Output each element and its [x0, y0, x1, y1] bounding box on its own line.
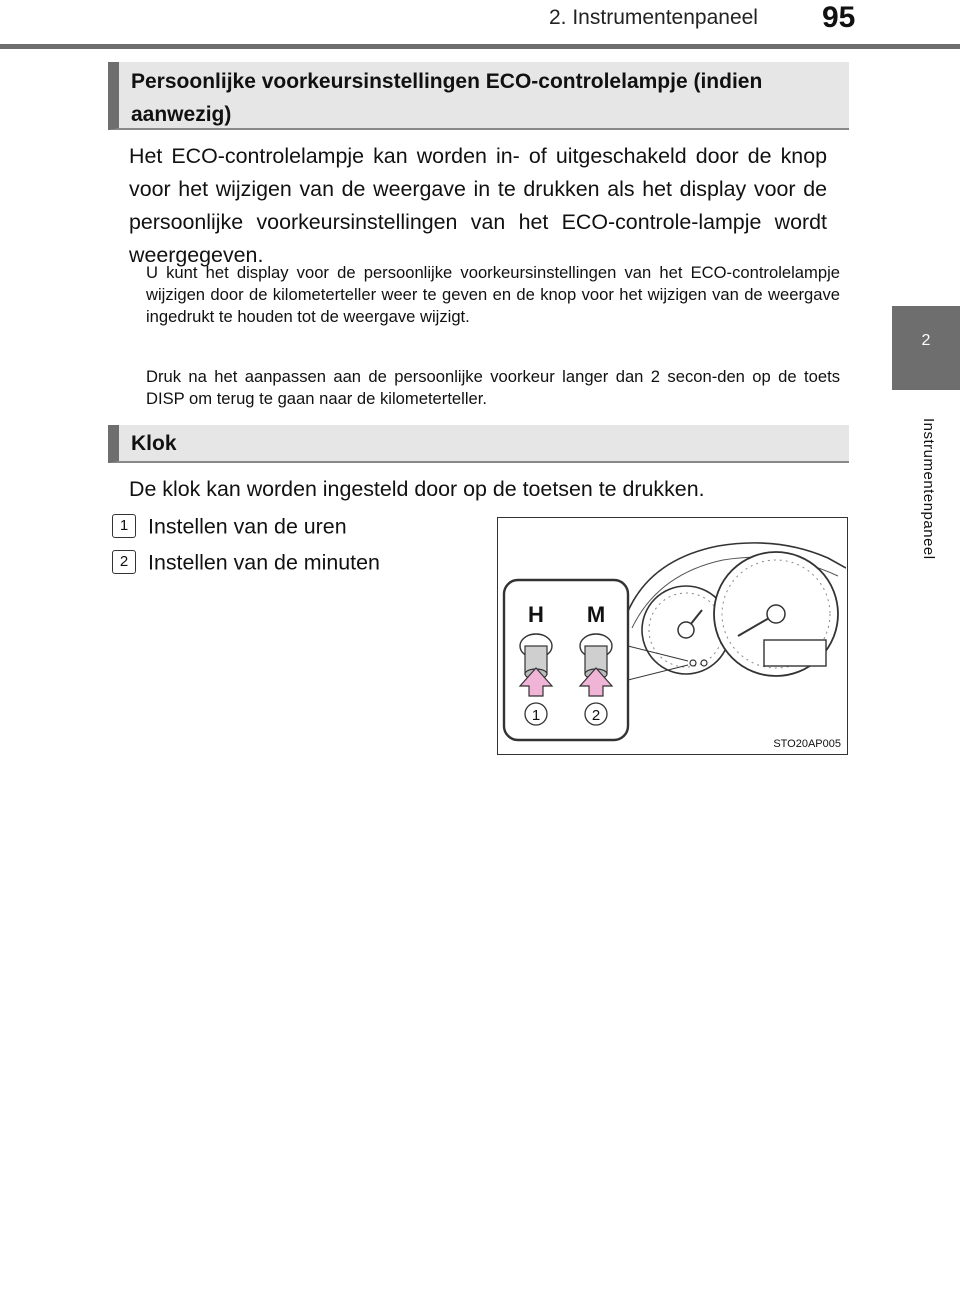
callout-2-label: 2 [591, 707, 601, 724]
item-text: Instellen van de minuten [148, 550, 380, 575]
minute-button-label: M [586, 602, 606, 627]
hour-button-label: H [528, 602, 544, 627]
item-number-badge: 1 [112, 514, 136, 538]
page-number: 95 [822, 1, 856, 34]
eco-body-paragraph: Het ECO-controlelampje kan worden in- of uitgeschakeld door de knop voor het wijzigen van de weergave in te drukken als het display voor de persoonlijke voorkeursinstellingen van het ECO-controle-lampje wordt weergegeven. [129, 144, 827, 267]
chapter-number: 2 [921, 332, 931, 349]
instrument-cluster-illustration [498, 518, 846, 753]
klok-body-paragraph: De klok kan worden ingesteld door op de toetsen te drukken. [129, 477, 705, 501]
speedometer-gauge [714, 552, 838, 676]
eco-note-2: Druk na het aanpassen aan de persoonlijke voorkeur langer dan 2 secon-den op de toets DISP om terug te gaan naar de kilometerteller. [146, 367, 840, 408]
list-item-hours [112, 511, 347, 540]
section-heading-klok: Klok [108, 425, 849, 463]
clock-buttons-figure [497, 517, 848, 755]
chapter-tab [892, 306, 960, 390]
item-text: Instellen van de uren [148, 514, 347, 539]
figure-code: STO20AP005 [773, 738, 841, 750]
section-heading-eco: Persoonlijke voorkeursinstellingen ECO-controlelampje (indien aanwezig) [108, 62, 849, 130]
callout-1-label: 1 [531, 707, 541, 724]
button-zoom-box [504, 580, 628, 740]
list-item-minutes [112, 547, 380, 576]
eco-note-1: U kunt het display voor de persoonlijke voorkeursinstellingen van het ECO-controlelampje wijzigen door de kilometerteller weer te geven en de knop voor het wijzigen van de weergave ingedrukt te houden tot de weergave wijzigt. [146, 263, 840, 326]
running-header-title: 2. Instrumentenpaneel [549, 6, 758, 29]
header-rule [0, 44, 960, 49]
chapter-label: Instrumentenpaneel [920, 418, 937, 560]
item-number-badge: 2 [112, 550, 136, 574]
